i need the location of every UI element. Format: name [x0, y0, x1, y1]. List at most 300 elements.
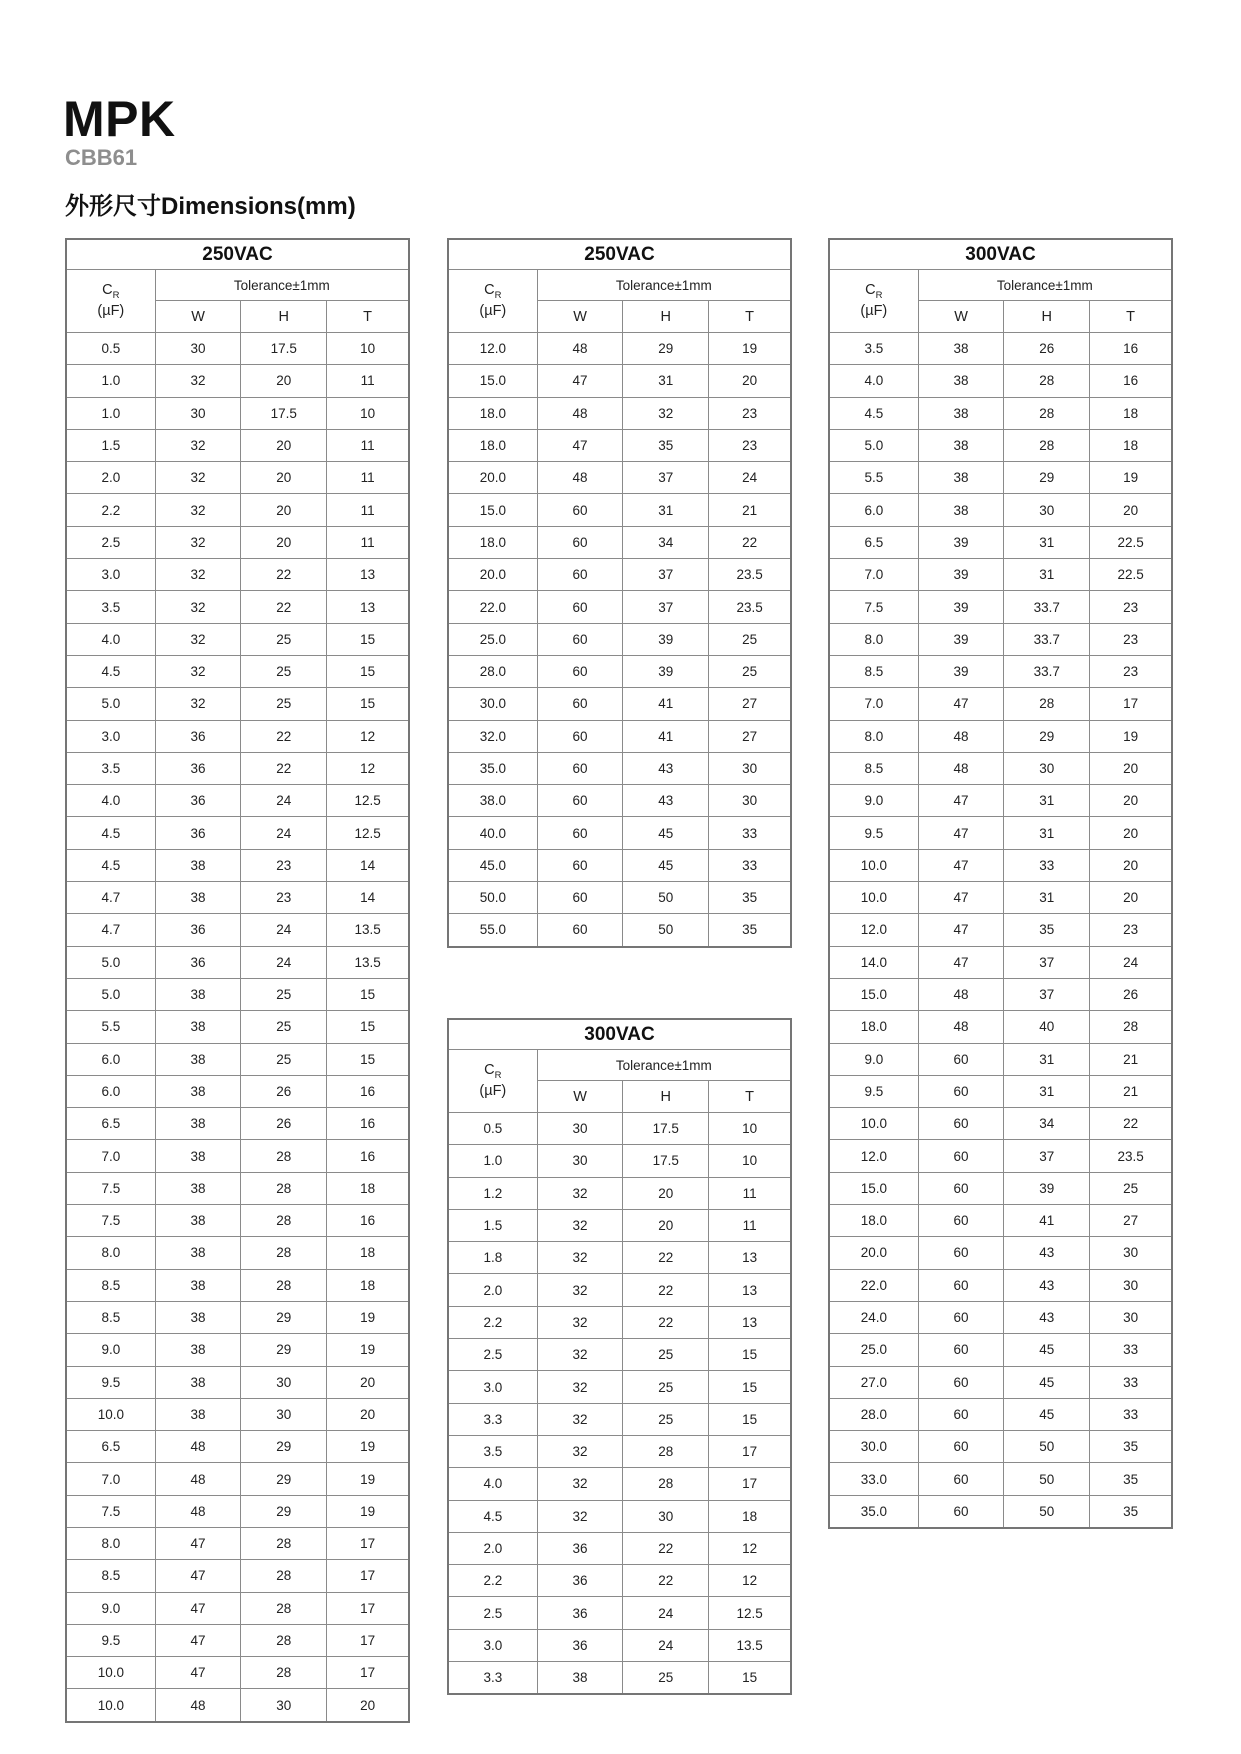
table-cell: 2.0 [448, 1274, 537, 1306]
table-cell: 32 [155, 688, 241, 720]
table-row [66, 1592, 409, 1624]
table-cell: 45.0 [448, 849, 537, 881]
table-cell: 25 [623, 1403, 709, 1435]
table-row [66, 397, 409, 429]
table-cell: 13.5 [709, 1629, 791, 1661]
table-body [66, 333, 409, 1722]
table-cell: 20 [709, 365, 791, 397]
table-cell: 60 [918, 1269, 1004, 1301]
cr-symbol: $C_R$ [484, 1061, 502, 1081]
table-row [448, 1468, 791, 1500]
table-cell: 30 [537, 1145, 623, 1177]
table-cell: 33 [1090, 1366, 1172, 1398]
voltage-header: 250VAC [448, 239, 791, 270]
table-cell: 60 [537, 882, 623, 914]
table-cell: 38 [155, 1043, 241, 1075]
table-cell: 18 [327, 1172, 409, 1204]
table-cell: 15 [709, 1403, 791, 1435]
table-row [66, 1689, 409, 1722]
table-cell: 24 [241, 946, 327, 978]
table-cell: 60 [537, 785, 623, 817]
table-cell: 4.0 [66, 785, 155, 817]
table-cell: 10 [327, 397, 409, 429]
table-cell: 20 [623, 1177, 709, 1209]
table-cell: 22 [623, 1306, 709, 1338]
tolerance-header-row [448, 1050, 791, 1081]
table-cell: 9.0 [66, 1592, 155, 1624]
table-cell: 48 [155, 1463, 241, 1495]
table-cell: 38 [155, 849, 241, 881]
table-row [829, 655, 1172, 687]
table-cell: 25 [241, 1043, 327, 1075]
table-cell: 3.5 [66, 752, 155, 784]
table-cell: 3.0 [66, 720, 155, 752]
table-cell: 14.0 [829, 946, 918, 978]
table-cell: 10 [709, 1145, 791, 1177]
table-cell: 39 [918, 591, 1004, 623]
table-cell: 28 [241, 1140, 327, 1172]
table-cell: 60 [537, 720, 623, 752]
table-row [66, 1431, 409, 1463]
table-cell: 15 [709, 1662, 791, 1695]
table-cell: 35.0 [448, 752, 537, 784]
table-row [448, 397, 791, 429]
table-cell: 28 [241, 1592, 327, 1624]
table-cell: 12 [327, 752, 409, 784]
col-header-t: T [1090, 301, 1172, 333]
table-row [829, 1463, 1172, 1495]
table-row [829, 429, 1172, 461]
table-cell: 45 [1004, 1398, 1090, 1430]
table-cell: 24 [241, 914, 327, 946]
table-cell: 4.5 [829, 397, 918, 429]
table-cell: 32 [537, 1242, 623, 1274]
table-cell: 23 [241, 849, 327, 881]
table-cell: 8.0 [829, 720, 918, 752]
table-cell: 23.5 [709, 559, 791, 591]
tolerance-header-row [829, 270, 1172, 301]
table-cell: 25 [241, 623, 327, 655]
table-cell: 16 [327, 1108, 409, 1140]
table-row [66, 914, 409, 946]
table-row [66, 1011, 409, 1043]
table-cell: 30 [1090, 1269, 1172, 1301]
table-cell: 22.0 [448, 591, 537, 623]
table-cell: 20 [1090, 494, 1172, 526]
table-row [66, 559, 409, 591]
table-row [66, 623, 409, 655]
table-cell: 39 [918, 655, 1004, 687]
table-row [829, 1269, 1172, 1301]
table-cell: 20 [327, 1689, 409, 1722]
table-cell: 20.0 [448, 462, 537, 494]
table-cell: 7.5 [66, 1172, 155, 1204]
table-cell: 50.0 [448, 882, 537, 914]
table-row [66, 1043, 409, 1075]
table-cell: 47 [155, 1527, 241, 1559]
table-cell: 4.5 [448, 1500, 537, 1532]
table-row [66, 946, 409, 978]
table-row [66, 882, 409, 914]
col-header-h: H [241, 301, 327, 333]
table-row [448, 1113, 791, 1145]
table-cell: 22 [623, 1532, 709, 1564]
table-row [66, 1075, 409, 1107]
col-header-h: H [623, 1081, 709, 1113]
table-cell: 2.2 [66, 494, 155, 526]
table-cell: 20 [623, 1209, 709, 1241]
table-cell: 15 [709, 1339, 791, 1371]
table-cell: 60 [918, 1075, 1004, 1107]
table-cell: 12 [709, 1565, 791, 1597]
table-cell: 16 [327, 1205, 409, 1237]
table-cell: 18.0 [829, 1205, 918, 1237]
table-cell: 1.5 [66, 429, 155, 461]
table-cell: 38 [155, 1140, 241, 1172]
table-cell: 33.7 [1004, 655, 1090, 687]
table-cell: 2.0 [448, 1532, 537, 1564]
table-cell: 19 [709, 333, 791, 365]
table-row [66, 526, 409, 558]
cr-symbol: $C_R$ [484, 281, 502, 301]
table-cell: 48 [537, 397, 623, 429]
table-cell: 28 [1004, 365, 1090, 397]
table-cell: 5.0 [829, 429, 918, 461]
table-cell: 17.5 [623, 1113, 709, 1145]
dimensions-table-250vac-left [65, 238, 410, 1723]
table-row [66, 978, 409, 1010]
voltage-header: 300VAC [448, 1019, 791, 1050]
table-cell: 17 [327, 1527, 409, 1559]
table-cell: 38 [155, 1205, 241, 1237]
col-header-t: T [709, 1081, 791, 1113]
table-cell: 43 [1004, 1301, 1090, 1333]
table-cell: 2.5 [448, 1339, 537, 1371]
table-row [66, 1560, 409, 1592]
table-cell: 14 [327, 849, 409, 881]
table-cell: 55.0 [448, 914, 537, 947]
table-row [66, 785, 409, 817]
voltage-header-row [448, 1019, 791, 1050]
table-cell: 24 [623, 1597, 709, 1629]
table-cell: 33.7 [1004, 623, 1090, 655]
table-cell: 31 [623, 365, 709, 397]
table-cell: 11 [327, 526, 409, 558]
table-cell: 22 [241, 720, 327, 752]
col-header-h: H [623, 301, 709, 333]
table-cell: 20 [1090, 882, 1172, 914]
table-row [448, 1177, 791, 1209]
table-cell: 20 [327, 1366, 409, 1398]
table-cell: 25.0 [829, 1334, 918, 1366]
table-cell: 3.0 [448, 1371, 537, 1403]
table-cell: 20 [241, 429, 327, 461]
table-cell: 19 [327, 1463, 409, 1495]
table-cell: 38 [155, 1075, 241, 1107]
table-row [829, 1495, 1172, 1528]
table-cell: 30 [1090, 1237, 1172, 1269]
table-cell: 23 [709, 429, 791, 461]
table-row [66, 1527, 409, 1559]
table-cell: 4.0 [66, 623, 155, 655]
table-cell: 3.5 [448, 1435, 537, 1467]
table-cell: 38 [155, 1301, 241, 1333]
table-cell: 22 [241, 559, 327, 591]
table-header [66, 239, 409, 333]
table-cell: 13 [327, 591, 409, 623]
table-cell: 32 [537, 1500, 623, 1532]
table-cell: 17.5 [623, 1145, 709, 1177]
table-cell: 2.2 [448, 1306, 537, 1338]
table-cell: 28 [1090, 1011, 1172, 1043]
table-cell: 12.0 [448, 333, 537, 365]
table-row [829, 1205, 1172, 1237]
table-cell: 12 [709, 1532, 791, 1564]
table-cell: 0.5 [448, 1113, 537, 1145]
table-row [448, 1532, 791, 1564]
table-cell: 31 [1004, 1075, 1090, 1107]
table-cell: 4.0 [829, 365, 918, 397]
table-cell: 47 [155, 1592, 241, 1624]
table-row [829, 365, 1172, 397]
table-cell: 28 [1004, 397, 1090, 429]
table-cell: 48 [537, 462, 623, 494]
table-row [448, 688, 791, 720]
voltage-header-row [66, 239, 409, 270]
table-cell: 20 [1090, 785, 1172, 817]
table-row [448, 559, 791, 591]
table-cell: 23 [1090, 914, 1172, 946]
table-cell: 60 [537, 849, 623, 881]
table-cell: 41 [623, 720, 709, 752]
table-cell: 38 [155, 1237, 241, 1269]
table-cell: 30 [241, 1689, 327, 1722]
table-cell: 60 [537, 591, 623, 623]
table-cell: 15 [327, 1011, 409, 1043]
table-cell: 2.5 [448, 1597, 537, 1629]
table-cell: 50 [1004, 1463, 1090, 1495]
table-cell: 15 [327, 623, 409, 655]
table-cell: 3.3 [448, 1662, 537, 1695]
table-cell: 22 [241, 591, 327, 623]
table-row [829, 688, 1172, 720]
col-header-w: W [537, 1081, 623, 1113]
table-row [66, 1108, 409, 1140]
table-cell: 10.0 [66, 1398, 155, 1430]
table-row [829, 978, 1172, 1010]
table-cell: 3.5 [66, 591, 155, 623]
table-cell: 9.5 [66, 1366, 155, 1398]
table-row [448, 849, 791, 881]
table-cell: 17 [327, 1560, 409, 1592]
cr-unit: (µF) [860, 303, 888, 320]
table-cell: 18.0 [829, 1011, 918, 1043]
table-cell: 38 [155, 882, 241, 914]
table-cell: 32 [155, 494, 241, 526]
table-cell: 32 [537, 1306, 623, 1338]
table-cell: 25 [1090, 1172, 1172, 1204]
table-cell: 36 [537, 1597, 623, 1629]
table-body [448, 333, 791, 947]
table-row [448, 623, 791, 655]
table-cell: 7.5 [66, 1205, 155, 1237]
col-header-t: T [327, 301, 409, 333]
table-cell: 23 [1090, 655, 1172, 687]
table-cell: 50 [1004, 1431, 1090, 1463]
table-cell: 38 [155, 1398, 241, 1430]
table-cell: 11 [327, 494, 409, 526]
table-cell: 48 [918, 978, 1004, 1010]
tolerance-header-row [448, 270, 791, 301]
table-row [66, 1301, 409, 1333]
table-row [448, 1597, 791, 1629]
tolerance-header-row [66, 270, 409, 301]
table-cell: 38.0 [448, 785, 537, 817]
table-cell: 23 [1090, 591, 1172, 623]
table-cell: 36 [537, 1565, 623, 1597]
table-row [448, 752, 791, 784]
table-cell: 18.0 [448, 429, 537, 461]
table-cell: 29 [241, 1463, 327, 1495]
table-cell: 32 [537, 1209, 623, 1241]
table-cell: 60 [918, 1463, 1004, 1495]
table-cell: 9.5 [829, 1075, 918, 1107]
table-cell: 45 [623, 849, 709, 881]
table-cell: 50 [623, 914, 709, 947]
table-cell: 32 [155, 526, 241, 558]
table-cell: 13.5 [327, 914, 409, 946]
table-row [448, 817, 791, 849]
table-cell: 13.5 [327, 946, 409, 978]
table-cell: 38 [155, 1011, 241, 1043]
table-cell: 9.0 [829, 785, 918, 817]
table-cell: 30 [709, 785, 791, 817]
table-row [66, 1172, 409, 1204]
table-cell: 17.5 [241, 333, 327, 365]
table-cell: 6.5 [829, 526, 918, 558]
table-cell: 32 [155, 623, 241, 655]
table-cell: 7.0 [66, 1140, 155, 1172]
table-cell: 15 [327, 688, 409, 720]
table-cell: 60 [918, 1043, 1004, 1075]
dimensions-table-300vac-middle [447, 1018, 792, 1695]
table-cell: 5.5 [829, 462, 918, 494]
table-cell: 16 [1090, 365, 1172, 397]
table-row [66, 655, 409, 687]
table-cell: 37 [623, 462, 709, 494]
table-cell: 47 [918, 785, 1004, 817]
table-cell: 19 [1090, 462, 1172, 494]
table-cell: 9.5 [829, 817, 918, 849]
table-cell: 47 [155, 1657, 241, 1689]
table-cell: 38 [155, 1108, 241, 1140]
col-header-t: T [709, 301, 791, 333]
table-cell: 22.5 [1090, 526, 1172, 558]
table-cell: 24.0 [829, 1301, 918, 1333]
table-cell: 23 [241, 882, 327, 914]
table-cell: 60 [537, 655, 623, 687]
voltage-header-row [829, 239, 1172, 270]
table-cell: 8.0 [66, 1237, 155, 1269]
table-cell: 24 [241, 785, 327, 817]
table-cell: 18 [1090, 397, 1172, 429]
table-cell: 22 [623, 1274, 709, 1306]
table-cell: 26 [241, 1075, 327, 1107]
table-cell: 38 [918, 462, 1004, 494]
table-cell: 32 [155, 559, 241, 591]
table-cell: 20 [1090, 849, 1172, 881]
table-cell: 12 [327, 720, 409, 752]
table-cell: 60 [537, 494, 623, 526]
table-row [829, 559, 1172, 591]
table-cell: 23.5 [1090, 1140, 1172, 1172]
table-cell: 60 [918, 1205, 1004, 1237]
table-row [66, 688, 409, 720]
table-cell: 29 [1004, 462, 1090, 494]
table-cell: 8.5 [66, 1560, 155, 1592]
table-row [829, 1366, 1172, 1398]
table-cell: 30 [241, 1366, 327, 1398]
table-cell: 1.2 [448, 1177, 537, 1209]
table-cell: 31 [1004, 526, 1090, 558]
dimensions-table-250vac-middle [447, 238, 792, 948]
table-cell: 24 [1090, 946, 1172, 978]
table-cell: 39 [1004, 1172, 1090, 1204]
col-header-h: H [1004, 301, 1090, 333]
table-cell: 18.0 [448, 397, 537, 429]
table-cell: 45 [1004, 1334, 1090, 1366]
table-cell: 21 [709, 494, 791, 526]
table-cell: 22 [623, 1565, 709, 1597]
table-cell: 28 [623, 1435, 709, 1467]
cr-header-cell [448, 270, 537, 333]
table-cell: 25 [241, 1011, 327, 1043]
table-cell: 47 [918, 817, 1004, 849]
table-row [66, 429, 409, 461]
table-cell: 33 [1090, 1398, 1172, 1430]
table-cell: 15 [327, 978, 409, 1010]
cr-symbol: $C_R$ [865, 281, 883, 301]
table-cell: 1.8 [448, 1242, 537, 1274]
cr-header-cell [448, 1050, 537, 1113]
table-cell: 32 [537, 1403, 623, 1435]
table-cell: 60 [537, 688, 623, 720]
table-cell: 32 [537, 1339, 623, 1371]
table-cell: 60 [537, 623, 623, 655]
table-cell: 28 [241, 1560, 327, 1592]
table-cell: 10.0 [66, 1657, 155, 1689]
table-row [829, 1043, 1172, 1075]
table-cell: 20 [241, 494, 327, 526]
table-cell: 26 [1090, 978, 1172, 1010]
table-cell: 10 [327, 333, 409, 365]
table-cell: 35 [1004, 914, 1090, 946]
table-row [448, 785, 791, 817]
table-row [448, 1242, 791, 1274]
table-row [448, 462, 791, 494]
table-row [829, 720, 1172, 752]
table-cell: 20 [241, 462, 327, 494]
table-cell: 8.5 [829, 655, 918, 687]
table-cell: 38 [918, 365, 1004, 397]
table-cell: 1.0 [448, 1145, 537, 1177]
table-cell: 14 [327, 882, 409, 914]
table-cell: 48 [537, 333, 623, 365]
table-cell: 43 [1004, 1237, 1090, 1269]
table-cell: 32.0 [448, 720, 537, 752]
table-body [829, 333, 1172, 1528]
cr-header-cell [829, 270, 918, 333]
